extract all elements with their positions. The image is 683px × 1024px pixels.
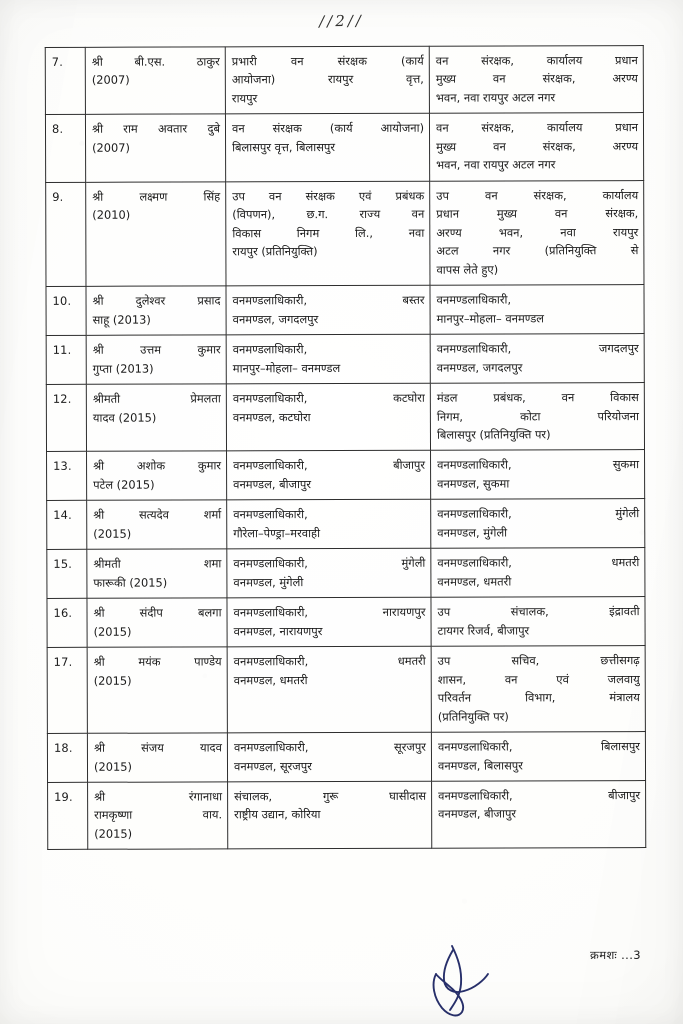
- new-posting-cell: [430, 180, 644, 285]
- new-posting-cell: [432, 781, 646, 849]
- officer-name-cell: [87, 598, 227, 647]
- text-line: वनमण्डलाधिकारी, बिलासपुर: [437, 739, 640, 754]
- text-line: श्री सत्यदेव शर्मा: [93, 507, 222, 523]
- new-posting-cell: [429, 113, 643, 181]
- text-line: वनमण्डल, धमतरी: [437, 574, 512, 589]
- page-number-marker: //2//: [318, 11, 365, 31]
- text-line: वनमण्डल, सुकमा: [437, 476, 510, 491]
- new-posting-cell: [430, 285, 644, 335]
- text-line: श्रीमती प्रेमलता: [92, 391, 221, 406]
- text-line: गुप्ता (2013): [92, 361, 154, 376]
- text-line: वनमण्डलाधिकारी, नारायणपुर: [233, 604, 426, 620]
- new-posting-cell: [431, 732, 645, 782]
- text-line: वापस लेते हुए): [436, 262, 499, 277]
- serial-number-cell: 14.: [47, 501, 87, 550]
- text-line: (2015): [93, 624, 132, 639]
- current-posting-cell: [227, 732, 431, 782]
- text-line: श्री लक्ष्मण सिंह: [92, 189, 221, 204]
- text-line: वनमण्डलाधिकारी, धमतरी: [437, 555, 640, 571]
- text-line: वनमण्डलाधिकारी,: [233, 507, 308, 522]
- table-row: [47, 597, 645, 648]
- text-line: वनमण्डल, नारायणपुर: [233, 623, 323, 639]
- text-line: (2007): [92, 140, 130, 155]
- text-line: मानपुर–मोहला– वनमण्डल: [232, 360, 341, 375]
- new-posting-cell: [429, 46, 643, 114]
- table-row: [45, 113, 643, 182]
- table-row: [47, 499, 645, 550]
- text-line: वनमण्डल, धमतरी: [233, 672, 308, 688]
- serial-number-cell: 7.: [45, 47, 85, 115]
- text-line: प्रभारी वन संरक्षक (कार्य: [231, 53, 424, 69]
- officer-name-cell: [86, 182, 226, 287]
- text-line: परिवर्तन विभाग, मंत्रालय: [437, 690, 640, 705]
- text-line: वनमण्डलाधिकारी, मुंगेली: [437, 506, 640, 522]
- text-line: भवन, नवा रायपुर अटल नगर: [436, 157, 556, 173]
- text-line: फारूकी (2015): [93, 575, 168, 590]
- text-line: शासन, वन एवं जलवायु: [437, 671, 640, 687]
- officer-name-cell: [86, 335, 226, 384]
- officer-name-cell: [85, 114, 225, 182]
- text-line: वनमण्डलाधिकारी, बीजापुर: [233, 458, 426, 473]
- current-posting-cell: [227, 597, 431, 647]
- text-line: (विपणन), छ.ग. राज्य वन: [232, 207, 425, 222]
- new-posting-cell: [430, 383, 644, 451]
- text-line: रायपुर (प्रतिनियुक्ति): [232, 244, 318, 259]
- text-line: यादव (2015): [92, 410, 157, 425]
- table-row: [45, 46, 643, 115]
- current-posting-cell: [226, 383, 430, 451]
- officer-name-cell: [87, 549, 227, 598]
- table-row: [46, 285, 644, 336]
- text-line: श्रीमती शमा: [93, 556, 222, 572]
- serial-number-cell: 10.: [46, 286, 86, 335]
- text-line: श्री रंगानाधा: [94, 789, 223, 804]
- text-line: वनमण्डलाधिकारी, धमतरी: [233, 653, 426, 669]
- serial-number-cell: 17.: [47, 648, 87, 734]
- table-row: [47, 450, 645, 501]
- text-line: उप वन संरक्षक, कार्यालय: [436, 187, 639, 203]
- serial-number-cell: 9.: [46, 182, 86, 286]
- text-line: (2015): [93, 673, 132, 688]
- text-line: वनमण्डलाधिकारी, बीजापुर: [438, 788, 641, 803]
- text-line: विकास निगम लि., नवा: [232, 225, 425, 241]
- text-line: अटल नगर (प्रतिनियुक्ति से: [436, 243, 639, 258]
- text-line: मानपुर–मोहला– वनमण्डल: [436, 311, 545, 326]
- text-line: वनमण्डलाधिकारी, बस्तर: [232, 292, 425, 308]
- text-line: वनमण्डल, बीजापुर: [438, 806, 517, 822]
- text-line: (प्रतिनियुक्ति पर): [437, 709, 509, 724]
- text-line: टायगर रिजर्व, बीजापुर: [437, 623, 530, 638]
- serial-number-cell: 19.: [48, 782, 88, 850]
- table-row: [46, 383, 644, 452]
- serial-number-cell: 13.: [47, 452, 87, 501]
- handwritten-signature: [432, 944, 552, 1024]
- serial-number-cell: 11.: [46, 335, 86, 384]
- serial-number-cell: 8.: [45, 115, 85, 183]
- text-line: वनमण्डलाधिकारी,: [436, 292, 512, 307]
- text-line: वनमण्डल, मुंगेली: [233, 574, 304, 590]
- table-row: [47, 732, 645, 783]
- new-posting-cell: [431, 499, 645, 549]
- text-line: वनमण्डल, जगदलपुर: [436, 360, 523, 375]
- serial-number-cell: 16.: [47, 599, 87, 648]
- officer-name-cell: [87, 733, 227, 782]
- text-line: वनमण्डलाधिकारी, जगदलपुर: [436, 341, 639, 356]
- officer-name-cell: [88, 782, 228, 850]
- current-posting-cell: [227, 451, 431, 501]
- text-line: पटेल (2015): [93, 477, 155, 492]
- current-posting-cell: [227, 549, 431, 599]
- text-line: (2015): [94, 826, 133, 841]
- text-line: वनमण्डलाधिकारी, मुंगेली: [233, 556, 426, 571]
- text-line: प्रधान मुख्य वन संरक्षक,: [436, 206, 639, 221]
- text-line: श्री मयंक पाण्डेय: [93, 654, 222, 669]
- table-row: [46, 334, 644, 385]
- text-line: वनमण्डल, बिलासपुर: [437, 757, 523, 773]
- continuation-note: क्रमशः ...3: [590, 948, 641, 962]
- text-line: वन संरक्षक, कार्यालय प्रधान: [435, 53, 638, 68]
- text-line: राष्ट्रीय उद्यान, कोरिया: [234, 807, 321, 822]
- current-posting-cell: [226, 181, 430, 286]
- text-line: वनमण्डल, मुंगेली: [437, 525, 508, 540]
- text-line: श्री दुलेश्वर प्रसाद: [92, 293, 221, 308]
- text-line: भवन, नवा रायपुर अटल नगर: [435, 90, 556, 105]
- text-line: वनमण्डलाधिकारी,: [232, 342, 308, 357]
- text-line: वनमण्डलाधिकारी, सूरजपुर: [233, 739, 426, 755]
- officer-name-cell: [86, 384, 226, 452]
- text-line: वनमण्डलाधिकारी, सुकमा: [437, 457, 640, 473]
- text-line: (2015): [93, 759, 132, 774]
- text-line: वनमण्डल, सूरजपुर: [233, 758, 312, 773]
- text-line: वनमण्डल, बीजापुर: [233, 477, 312, 492]
- text-line: (2015): [93, 526, 132, 541]
- officer-name-cell: [85, 47, 225, 115]
- text-line: (2007): [91, 73, 130, 88]
- text-line: वनमण्डल, जगदलपुर: [232, 311, 319, 326]
- current-posting-cell: [226, 334, 430, 384]
- text-line: अरण्य भवन, नवा रायपुर: [436, 224, 639, 240]
- table-body: [45, 46, 646, 850]
- text-line: उप वन संरक्षक एवं प्रबंधक: [232, 188, 425, 204]
- officer-name-cell: [87, 451, 227, 500]
- text-line: बिलासपुर (प्रतिनियुक्ति पर): [436, 427, 551, 442]
- text-line: श्री अशोक कुमार: [93, 458, 222, 474]
- text-line: उप सचिव, छत्तीसगढ़: [437, 653, 640, 668]
- text-line: बिलासपुर वृत्त, बिलासपुर: [232, 139, 336, 155]
- new-posting-cell: [431, 646, 645, 733]
- text-line: संचालक, गुरू घासीदास: [234, 788, 427, 804]
- text-line: मंडल प्रबंधक, वन विकास: [436, 390, 639, 405]
- current-posting-cell: [225, 46, 429, 114]
- text-line: रामकृष्णा वाय.: [94, 807, 223, 823]
- officer-name-cell: [86, 286, 226, 335]
- table-row: [48, 781, 646, 850]
- officer-name-cell: [87, 647, 227, 733]
- text-line: वनमण्डलाधिकारी, कटघोरा: [232, 390, 425, 406]
- current-posting-cell: [226, 285, 430, 335]
- text-line: श्री संदीप बलगा: [93, 605, 222, 621]
- officer-name-cell: [87, 500, 227, 549]
- text-line: श्री बी.एस. ठाकुर: [91, 54, 220, 69]
- current-posting-cell: [228, 781, 432, 849]
- text-line: (2010): [92, 207, 131, 223]
- table-row: [47, 646, 645, 734]
- text-line: मुख्य वन संरक्षक, अरण्य: [436, 138, 639, 154]
- current-posting-cell: [227, 500, 431, 550]
- current-posting-cell: [225, 114, 429, 182]
- new-posting-cell: [430, 334, 644, 384]
- table-row: [47, 548, 645, 599]
- new-posting-cell: [431, 548, 645, 598]
- text-line: श्री संजय यादव: [93, 740, 222, 755]
- text-line: निगम, कोटा परियोजना: [436, 408, 639, 424]
- new-posting-cell: [431, 450, 645, 500]
- transfer-order-table: [45, 45, 647, 850]
- text-line: साहू (2013): [92, 312, 151, 327]
- text-line: वन संरक्षक (कार्य आयोजना): [231, 121, 425, 136]
- current-posting-cell: [227, 646, 431, 733]
- transfer-order-table-container: [46, 46, 644, 849]
- text-line: वन संरक्षक, कार्यालय प्रधान: [435, 120, 639, 136]
- text-line: वनमण्डल, कटघोरा: [232, 409, 311, 424]
- text-line: गौरेला–पेण्ड्रा–मरवाही: [233, 525, 321, 541]
- serial-number-cell: 12.: [46, 384, 86, 452]
- text-line: उप संचालक, इंद्रावती: [437, 604, 640, 619]
- serial-number-cell: 18.: [47, 733, 87, 782]
- table-row: [46, 180, 644, 286]
- new-posting-cell: [431, 597, 645, 647]
- text-line: श्री उत्तम कुमार: [92, 342, 221, 357]
- serial-number-cell: 15.: [47, 550, 87, 599]
- text-line: श्री राम अवतार दुबे: [91, 121, 221, 137]
- text-line: रायपुर: [231, 91, 258, 106]
- text-line: मुख्य वन संरक्षक, अरण्य: [435, 71, 638, 87]
- text-line: आयोजना) रायपुर वृत्त,: [231, 72, 424, 87]
